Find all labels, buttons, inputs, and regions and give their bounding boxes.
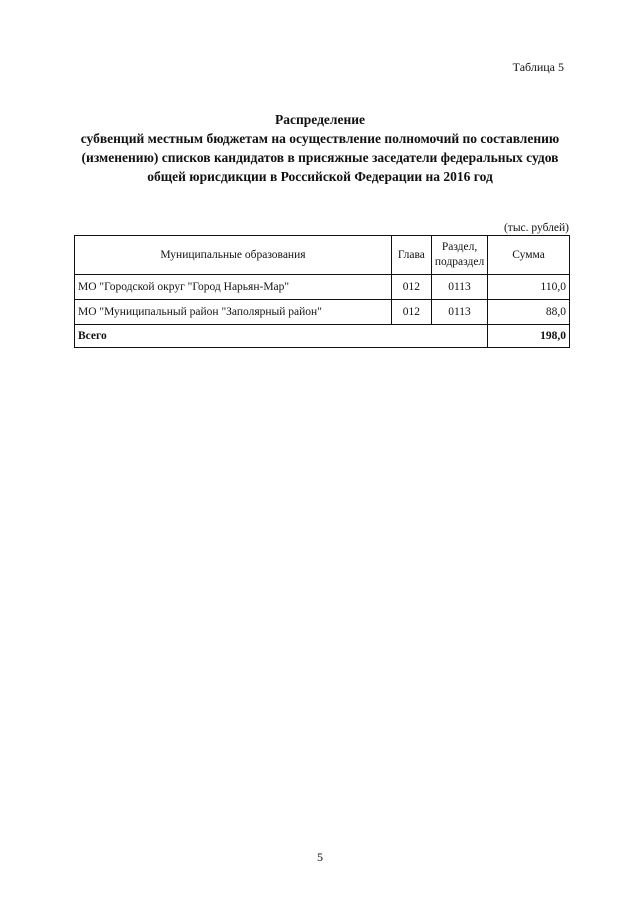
cell-section: 0113 xyxy=(431,300,487,325)
header-section xyxy=(431,236,487,275)
cell-section: 0113 xyxy=(431,275,487,300)
cell-municipality: МО "Муниципальный район "Заполярный район" xyxy=(75,300,392,325)
table-row xyxy=(75,275,570,300)
distribution-table xyxy=(74,235,570,348)
header-chapter: Глава xyxy=(391,236,431,275)
heading-line: (изменению) списков кандидатов в присяжные заседатели федеральных судов xyxy=(81,150,559,165)
heading-line: общей юрисдикции в Российской Федерации на 2016 год xyxy=(147,169,493,184)
cell-municipality: МО "Городской округ "Город Нарьян-Мар" xyxy=(75,275,392,300)
units-note: (тыс. рублей) xyxy=(503,222,569,234)
cell-amount: 88,0 xyxy=(488,300,570,325)
header-section-line: подраздел xyxy=(434,256,485,268)
heading-title: Распределение xyxy=(274,112,366,127)
heading-line: субвенций местным бюджетам на осуществление полномочий по составлению xyxy=(80,131,560,146)
total-label: Всего xyxy=(75,325,488,348)
page-number: 5 xyxy=(317,850,323,864)
header-municipality: Муниципальные образования xyxy=(75,236,392,275)
header-section-line: Раздел, xyxy=(441,241,478,253)
total-amount: 198,0 xyxy=(488,325,570,348)
total-row xyxy=(75,325,570,348)
table-header-row xyxy=(75,236,570,275)
table-row xyxy=(75,300,570,325)
cell-amount: 110,0 xyxy=(488,275,570,300)
cell-chapter: 012 xyxy=(391,275,431,300)
cell-chapter: 012 xyxy=(391,300,431,325)
table-number-label: Таблица 5 xyxy=(512,60,564,74)
header-amount: Сумма xyxy=(488,236,570,275)
document-heading xyxy=(0,110,640,186)
